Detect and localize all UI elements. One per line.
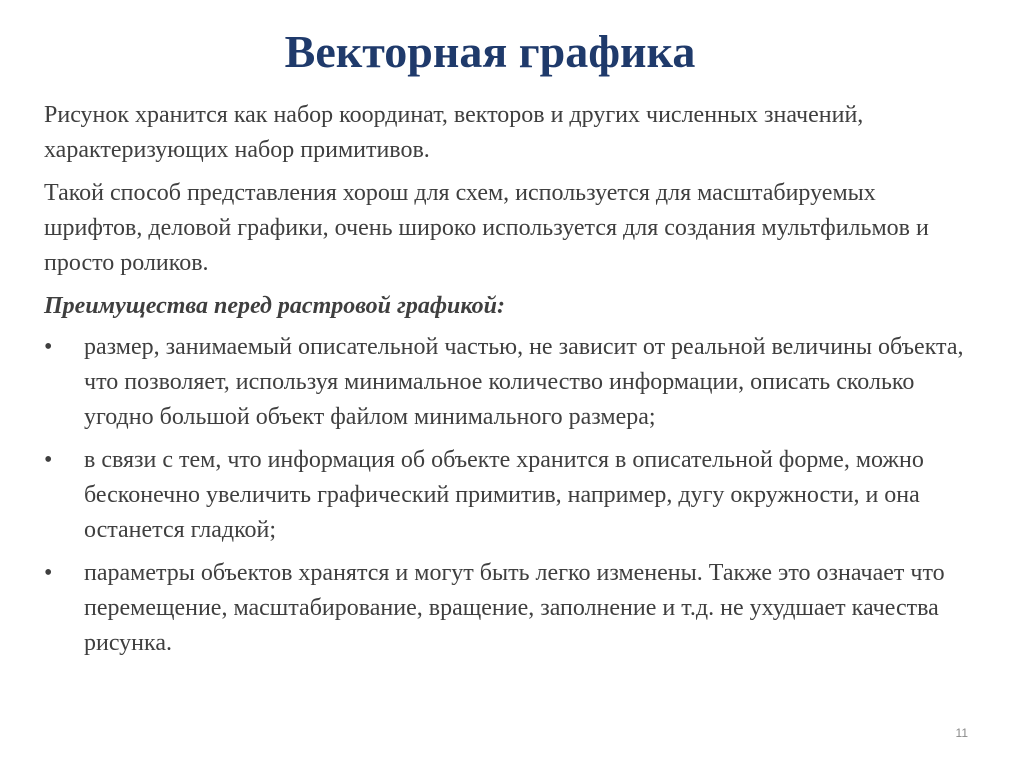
advantage-scaling-text: в связи с тем, что информация об объекте хранится в описательной форме, можно бесконечно увеличить графический примитив, например, дугу окружности, и она останется гладкой;	[84, 447, 924, 543]
advantage-editing	[44, 556, 964, 661]
advantages-heading: Преимущества перед растровой графикой:	[44, 293, 505, 319]
slide-content	[44, 98, 964, 669]
bullet-icon: •	[44, 447, 53, 473]
advantage-scaling	[44, 443, 964, 548]
page-number: 11	[955, 726, 968, 740]
advantage-size	[44, 330, 964, 435]
bullet-icon: •	[44, 560, 53, 586]
bullet-icon: •	[44, 334, 53, 360]
paragraph-storage: Рисунок хранится как набор координат, векторов и других численных значений, характеризующих набор примитивов.	[44, 102, 864, 163]
paragraph-usage: Такой способ представления хорош для схем, используется для масштабируемых шрифтов, деловой графики, очень широко используется для создания мультфильмов и просто роликов.	[44, 180, 929, 276]
advantages-list	[44, 330, 964, 661]
advantage-size-text: размер, занимаемый описательной частью, не зависит от реальной величины объекта, что позволяет, используя минимальное количество информации, описать сколько угодно большой объект файлом минимального размера;	[84, 334, 964, 430]
slide-title: Векторная графика	[284, 26, 696, 77]
advantage-editing-text: параметры объектов хранятся и могут быть легко изменены. Также это означает что перемещение, масштабирование, вращение, заполнение и т.д. не ухудшает качества рисунка.	[84, 560, 945, 656]
